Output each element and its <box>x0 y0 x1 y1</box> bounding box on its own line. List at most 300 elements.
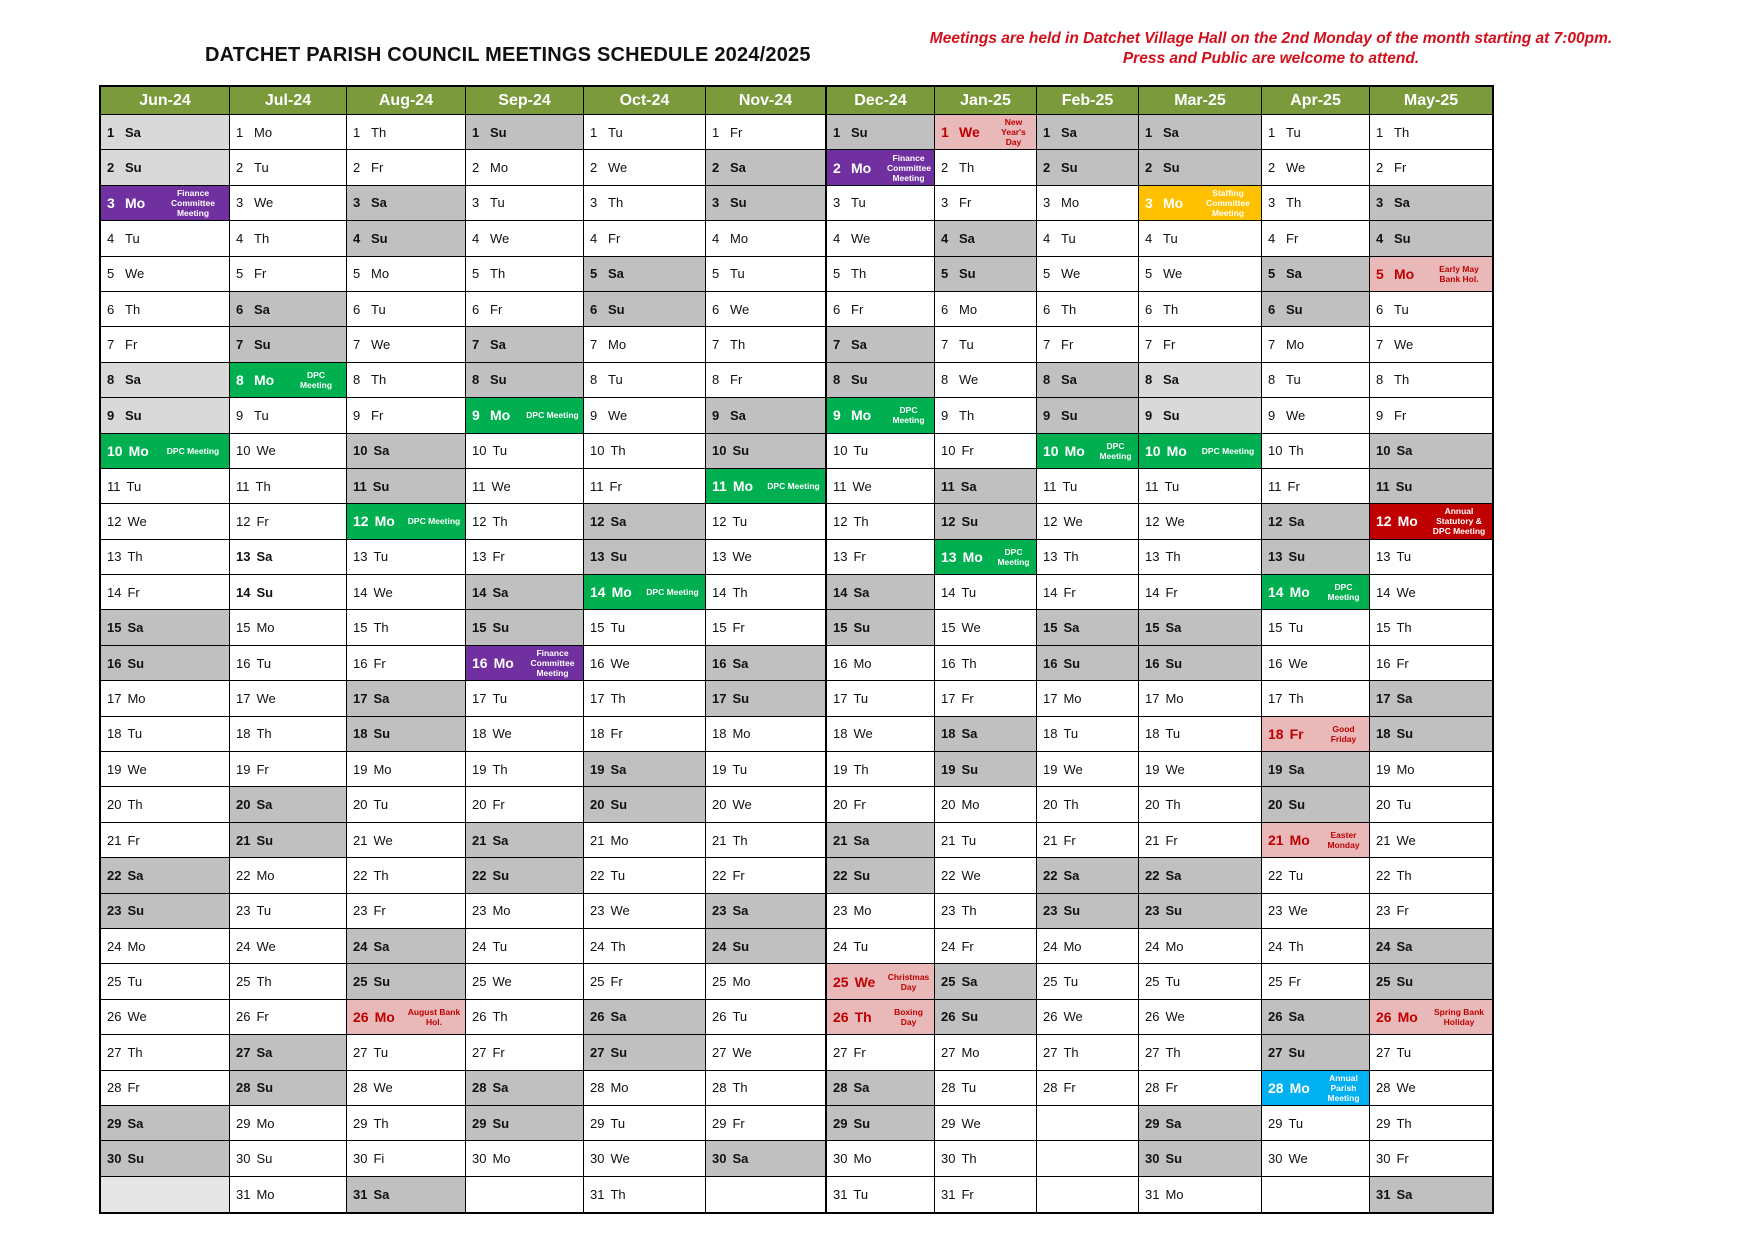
weekday: Fr <box>609 478 622 494</box>
weekday: Mo <box>1165 690 1184 706</box>
weekday: Sa <box>127 867 144 883</box>
day-number: 19 <box>1268 761 1283 777</box>
weekday: Sa <box>1163 372 1179 388</box>
weekday: Fr <box>610 974 623 990</box>
day-number: 18 <box>1376 726 1391 742</box>
day-number: 2 <box>941 160 949 176</box>
weekday: Tu <box>851 195 866 211</box>
day-cell <box>706 1071 825 1106</box>
day-number: 4 <box>1268 230 1276 246</box>
day-number: 9 <box>1043 407 1051 423</box>
weekday: Fr <box>256 1009 269 1025</box>
weekday: Th <box>492 513 508 529</box>
day-cell <box>1262 646 1369 681</box>
day-cell <box>584 964 705 999</box>
day-number: 6 <box>107 301 115 317</box>
weekday: We <box>373 832 393 848</box>
weekday: Sa <box>256 797 273 813</box>
day-cell <box>706 1106 825 1141</box>
day-number: 6 <box>1043 301 1051 317</box>
day-number: 27 <box>1043 1044 1058 1060</box>
weekday: Sa <box>127 620 144 636</box>
day-cell <box>584 186 705 221</box>
day-cell <box>230 221 346 256</box>
day-cell <box>584 398 705 433</box>
day-number: 25 <box>1268 974 1283 990</box>
day-number: 31 <box>833 1186 848 1202</box>
day-number: 5 <box>1145 266 1153 282</box>
day-number: 7 <box>1145 337 1153 353</box>
weekday: Tu <box>1288 620 1304 636</box>
weekday: Su <box>1165 655 1183 671</box>
holiday-label: Good Friday <box>1330 723 1357 744</box>
weekday: Su <box>610 549 628 565</box>
day-number: 8 <box>1376 372 1384 388</box>
month-header: Apr-25 <box>1262 87 1369 115</box>
day-cell <box>1139 363 1261 398</box>
weekday: Fr <box>730 372 743 388</box>
weekday: Fr <box>125 337 138 353</box>
weekday: Sa <box>959 230 975 246</box>
weekday: Tu <box>1286 372 1301 388</box>
month-column <box>935 87 1037 1212</box>
day-cell <box>101 540 229 575</box>
weekday: Mo <box>127 938 146 954</box>
weekday: Su <box>1163 407 1180 423</box>
day-number: 12 <box>353 513 369 530</box>
day-number: 20 <box>353 797 368 813</box>
day-cell <box>466 1106 583 1141</box>
day-cell <box>827 575 934 610</box>
day-number: 23 <box>1376 903 1391 919</box>
day-cell <box>706 150 825 185</box>
weekday: We <box>610 903 630 919</box>
weekday: Fr <box>732 620 745 636</box>
day-cell <box>230 398 346 433</box>
day-cell <box>584 150 705 185</box>
event-label: Finance Committee Meeting <box>171 187 215 218</box>
day-number: 9 <box>472 407 480 424</box>
day-number: 26 <box>472 1009 487 1025</box>
day-number: 14 <box>1145 584 1160 600</box>
weekday: Mo <box>256 867 275 883</box>
weekday: Mo <box>128 442 149 459</box>
weekday: Su <box>732 690 750 706</box>
weekday: Mo <box>853 1151 872 1167</box>
day-number: 19 <box>712 761 727 777</box>
weekday: Mo <box>732 478 754 495</box>
day-number: 11 <box>107 478 121 494</box>
day-number: 10 <box>712 443 727 459</box>
day-number: 22 <box>833 867 848 883</box>
day-cell <box>347 610 465 645</box>
day-cell <box>1037 327 1138 362</box>
weekday: Th <box>851 266 867 282</box>
day-cell <box>706 858 825 893</box>
day-number: 8 <box>1145 372 1153 388</box>
day-cell <box>466 469 583 504</box>
day-number: 16 <box>712 655 727 671</box>
weekday: Th <box>1165 549 1181 565</box>
weekday: Sa <box>1288 761 1305 777</box>
day-number: 30 <box>590 1151 605 1167</box>
weekday: Fr <box>373 655 386 671</box>
day-number: 25 <box>1043 974 1058 990</box>
day-cell <box>230 1000 346 1035</box>
day-number: 11 <box>236 478 250 494</box>
weekday: Sa <box>371 195 387 211</box>
day-number: 24 <box>712 938 727 954</box>
weekday: Tu <box>373 1044 389 1060</box>
weekday: Su <box>125 160 142 176</box>
weekday: Sa <box>492 832 509 848</box>
day-number: 13 <box>590 549 605 565</box>
weekday: Tu <box>492 443 508 459</box>
weekday: Mo <box>1063 938 1082 954</box>
weekday: Fr <box>492 797 505 813</box>
weekday: Th <box>610 938 626 954</box>
day-number: 24 <box>353 938 368 954</box>
day-cell <box>1139 575 1261 610</box>
day-number: 12 <box>833 513 848 529</box>
day-cell <box>347 1035 465 1070</box>
weekday: Su <box>492 620 510 636</box>
day-number: 22 <box>1376 867 1391 883</box>
day-number: 21 <box>236 832 251 848</box>
day-number: 21 <box>590 832 605 848</box>
weekday: Sa <box>1165 620 1182 636</box>
weekday: We <box>1394 337 1414 353</box>
day-cell <box>1370 398 1492 433</box>
weekday: We <box>608 160 628 176</box>
day-cell <box>466 752 583 787</box>
month-column <box>230 87 347 1212</box>
weekday: Mo <box>732 726 751 742</box>
weekday: Tu <box>373 549 389 565</box>
weekday: Th <box>1394 372 1410 388</box>
day-cell <box>935 964 1036 999</box>
day-cell <box>935 1035 1036 1070</box>
day-cell <box>347 221 465 256</box>
empty-cell <box>1037 1106 1138 1141</box>
weekday: Sa <box>373 690 390 706</box>
day-number: 19 <box>236 761 251 777</box>
weekday: Mo <box>1165 1186 1184 1202</box>
weekday: Sa <box>127 1115 144 1131</box>
day-number: 6 <box>1268 301 1276 317</box>
weekday: Th <box>959 160 975 176</box>
day-number: 22 <box>1043 867 1058 883</box>
day-cell <box>1139 1071 1261 1106</box>
weekday: We <box>961 1115 981 1131</box>
weekday: Fr <box>1288 974 1301 990</box>
weekday: We <box>125 266 145 282</box>
day-number: 30 <box>833 1151 848 1167</box>
weekday: Sa <box>492 584 509 600</box>
day-number: 9 <box>1145 407 1153 423</box>
day-cell <box>347 469 465 504</box>
weekday: Sa <box>732 655 749 671</box>
day-number: 26 <box>712 1009 727 1025</box>
day-number: 24 <box>472 938 487 954</box>
empty-cell <box>706 1177 825 1212</box>
weekday: Th <box>961 655 977 671</box>
weekday: Su <box>1063 903 1081 919</box>
weekday: Tu <box>492 938 508 954</box>
day-cell <box>347 292 465 327</box>
weekday: Th <box>371 124 387 140</box>
day-number: 20 <box>107 797 122 813</box>
day-cell <box>1139 434 1261 469</box>
day-cell <box>466 540 583 575</box>
weekday: Fr <box>1165 584 1178 600</box>
day-number: 31 <box>941 1186 956 1202</box>
day-cell <box>706 186 825 221</box>
day-number: 1 <box>1268 124 1276 140</box>
month-header: Dec-24 <box>827 87 934 115</box>
day-number: 19 <box>1145 761 1160 777</box>
weekday: We <box>1286 160 1306 176</box>
weekday: Su <box>256 584 274 600</box>
day-cell <box>101 257 229 292</box>
weekday: Tu <box>373 797 389 813</box>
weekday: We <box>371 337 391 353</box>
day-cell <box>101 115 229 150</box>
day-cell <box>584 292 705 327</box>
weekday: Fr <box>373 903 386 919</box>
weekday: Sa <box>125 372 141 388</box>
weekday: Fr <box>371 160 384 176</box>
day-number: 25 <box>1376 974 1391 990</box>
day-number: 9 <box>712 407 720 423</box>
weekday: Th <box>1286 195 1302 211</box>
day-cell <box>101 292 229 327</box>
day-number: 5 <box>1043 266 1051 282</box>
day-number: 9 <box>107 407 115 423</box>
day-number: 4 <box>1043 230 1051 246</box>
day-number: 5 <box>236 266 244 282</box>
weekday: Tu <box>608 124 623 140</box>
weekday: Su <box>127 903 145 919</box>
weekday: Mo <box>730 230 749 246</box>
day-number: 7 <box>833 337 841 353</box>
day-cell <box>706 681 825 716</box>
day-number: 12 <box>941 513 956 529</box>
weekday: Th <box>730 337 746 353</box>
weekday: Sa <box>490 337 506 353</box>
event-label: DPC Meeting <box>407 516 461 527</box>
day-number: 3 <box>1268 195 1276 211</box>
weekday: Th <box>959 407 975 423</box>
day-cell <box>1370 787 1492 822</box>
day-cell <box>466 257 583 292</box>
holiday-label: Early May Bank Hol. <box>1439 263 1479 284</box>
weekday: Su <box>1165 903 1183 919</box>
day-cell <box>1037 504 1138 539</box>
weekday: We <box>1288 903 1308 919</box>
day-number: 20 <box>236 797 251 813</box>
weekday: Tu <box>853 938 869 954</box>
day-number: 18 <box>833 726 848 742</box>
weekday: Su <box>371 230 388 246</box>
day-number: 29 <box>1268 1115 1283 1131</box>
day-cell <box>347 1071 465 1106</box>
day-cell <box>466 363 583 398</box>
weekday: Tu <box>610 867 626 883</box>
day-cell <box>584 823 705 858</box>
day-cell <box>584 540 705 575</box>
day-cell <box>1262 752 1369 787</box>
day-number: 23 <box>472 903 487 919</box>
day-number: 16 <box>472 655 488 672</box>
weekday: Fr <box>853 549 866 565</box>
day-number: 20 <box>712 797 727 813</box>
month-column <box>347 87 466 1212</box>
event-label: Annual Parish Meeting <box>1327 1072 1360 1103</box>
day-number: 19 <box>941 761 956 777</box>
day-number: 1 <box>1145 124 1153 140</box>
day-cell <box>827 115 934 150</box>
day-number: 13 <box>107 549 122 565</box>
day-number: 13 <box>1268 549 1283 565</box>
day-cell <box>935 434 1036 469</box>
day-cell <box>230 115 346 150</box>
weekday: We <box>730 301 750 317</box>
day-number: 18 <box>941 726 956 742</box>
weekday: We <box>1061 266 1081 282</box>
day-number: 19 <box>472 761 487 777</box>
day-cell <box>347 964 465 999</box>
day-number: 5 <box>353 266 361 282</box>
weekday: We <box>1165 1009 1185 1025</box>
day-number: 18 <box>1043 726 1058 742</box>
day-cell <box>1262 1035 1369 1070</box>
weekday: Th <box>492 1009 508 1025</box>
day-cell <box>1139 681 1261 716</box>
weekday: Th <box>1394 124 1410 140</box>
weekday: Fr <box>1061 337 1074 353</box>
day-number: 5 <box>590 266 598 282</box>
day-number: 7 <box>1268 337 1276 353</box>
day-number: 9 <box>1376 407 1384 423</box>
day-number: 29 <box>1376 1115 1391 1131</box>
day-cell <box>1262 327 1369 362</box>
month-column <box>1370 87 1492 1212</box>
day-cell <box>466 221 583 256</box>
day-cell <box>347 150 465 185</box>
day-cell <box>827 964 934 999</box>
day-number: 23 <box>941 903 956 919</box>
day-cell <box>1370 823 1492 858</box>
day-cell <box>584 929 705 964</box>
month-column <box>1262 87 1370 1212</box>
day-cell <box>706 610 825 645</box>
weekday: Su <box>1163 160 1180 176</box>
weekday: Sa <box>732 1151 749 1167</box>
day-cell <box>230 787 346 822</box>
day-number: 23 <box>833 903 848 919</box>
weekday: Fr <box>853 797 866 813</box>
weekday: Tu <box>1288 867 1304 883</box>
weekday: Su <box>851 124 868 140</box>
day-number: 26 <box>941 1009 956 1025</box>
day-cell <box>1370 717 1492 752</box>
day-cell <box>230 681 346 716</box>
weekday: Tu <box>732 761 748 777</box>
weekday: Su <box>1288 549 1306 565</box>
day-cell <box>1262 575 1369 610</box>
weekday: Fr <box>730 124 743 140</box>
day-cell <box>1139 504 1261 539</box>
day-number: 12 <box>107 513 122 529</box>
day-cell <box>1262 787 1369 822</box>
weekday: Tu <box>961 584 977 600</box>
day-cell <box>347 186 465 221</box>
weekday: Sa <box>1288 513 1305 529</box>
day-cell <box>1037 1071 1138 1106</box>
day-number: 14 <box>236 584 251 600</box>
day-number: 6 <box>941 301 949 317</box>
day-cell <box>1262 681 1369 716</box>
weekday: Mo <box>962 548 983 565</box>
weekday: Sa <box>961 974 978 990</box>
day-number: 27 <box>353 1044 368 1060</box>
day-number: 14 <box>712 584 727 600</box>
day-number: 21 <box>833 832 848 848</box>
day-cell <box>706 434 825 469</box>
day-number: 27 <box>236 1044 251 1060</box>
event-label: DPC Meeting <box>1099 440 1132 461</box>
meeting-note-line-1: Meetings are held in Datchet Village Hall on the 2nd Monday of the month starting at 7:00pm. <box>929 30 1613 47</box>
day-cell <box>347 646 465 681</box>
day-cell <box>935 929 1036 964</box>
day-cell <box>706 929 825 964</box>
day-number: 31 <box>353 1186 368 1202</box>
day-cell <box>1139 327 1261 362</box>
weekday: Sa <box>1288 1009 1305 1025</box>
day-number: 15 <box>941 620 956 636</box>
day-cell <box>1037 186 1138 221</box>
weekday: Th <box>373 1115 389 1131</box>
weekday: Su <box>1061 407 1078 423</box>
day-number: 25 <box>236 974 251 990</box>
weekday: We <box>492 974 512 990</box>
day-cell <box>230 257 346 292</box>
day-number: 19 <box>1043 761 1058 777</box>
weekday: We <box>1165 761 1185 777</box>
holiday-label: Christmas Day <box>887 971 930 992</box>
day-cell <box>827 752 934 787</box>
day-cell <box>827 646 934 681</box>
day-cell <box>101 787 229 822</box>
day-cell <box>230 752 346 787</box>
day-cell <box>935 575 1036 610</box>
day-number: 28 <box>833 1080 848 1096</box>
day-cell <box>1370 186 1492 221</box>
day-cell <box>347 929 465 964</box>
day-number: 20 <box>1376 797 1391 813</box>
day-number: 6 <box>353 301 361 317</box>
day-cell <box>1037 575 1138 610</box>
weekday: Th <box>1063 797 1079 813</box>
weekday: Sa <box>125 124 141 140</box>
day-number: 17 <box>941 690 956 706</box>
weekday: Sa <box>732 903 749 919</box>
weekday: Tu <box>1061 230 1076 246</box>
day-cell <box>1262 150 1369 185</box>
day-number: 25 <box>107 974 122 990</box>
weekday: Su <box>610 797 628 813</box>
